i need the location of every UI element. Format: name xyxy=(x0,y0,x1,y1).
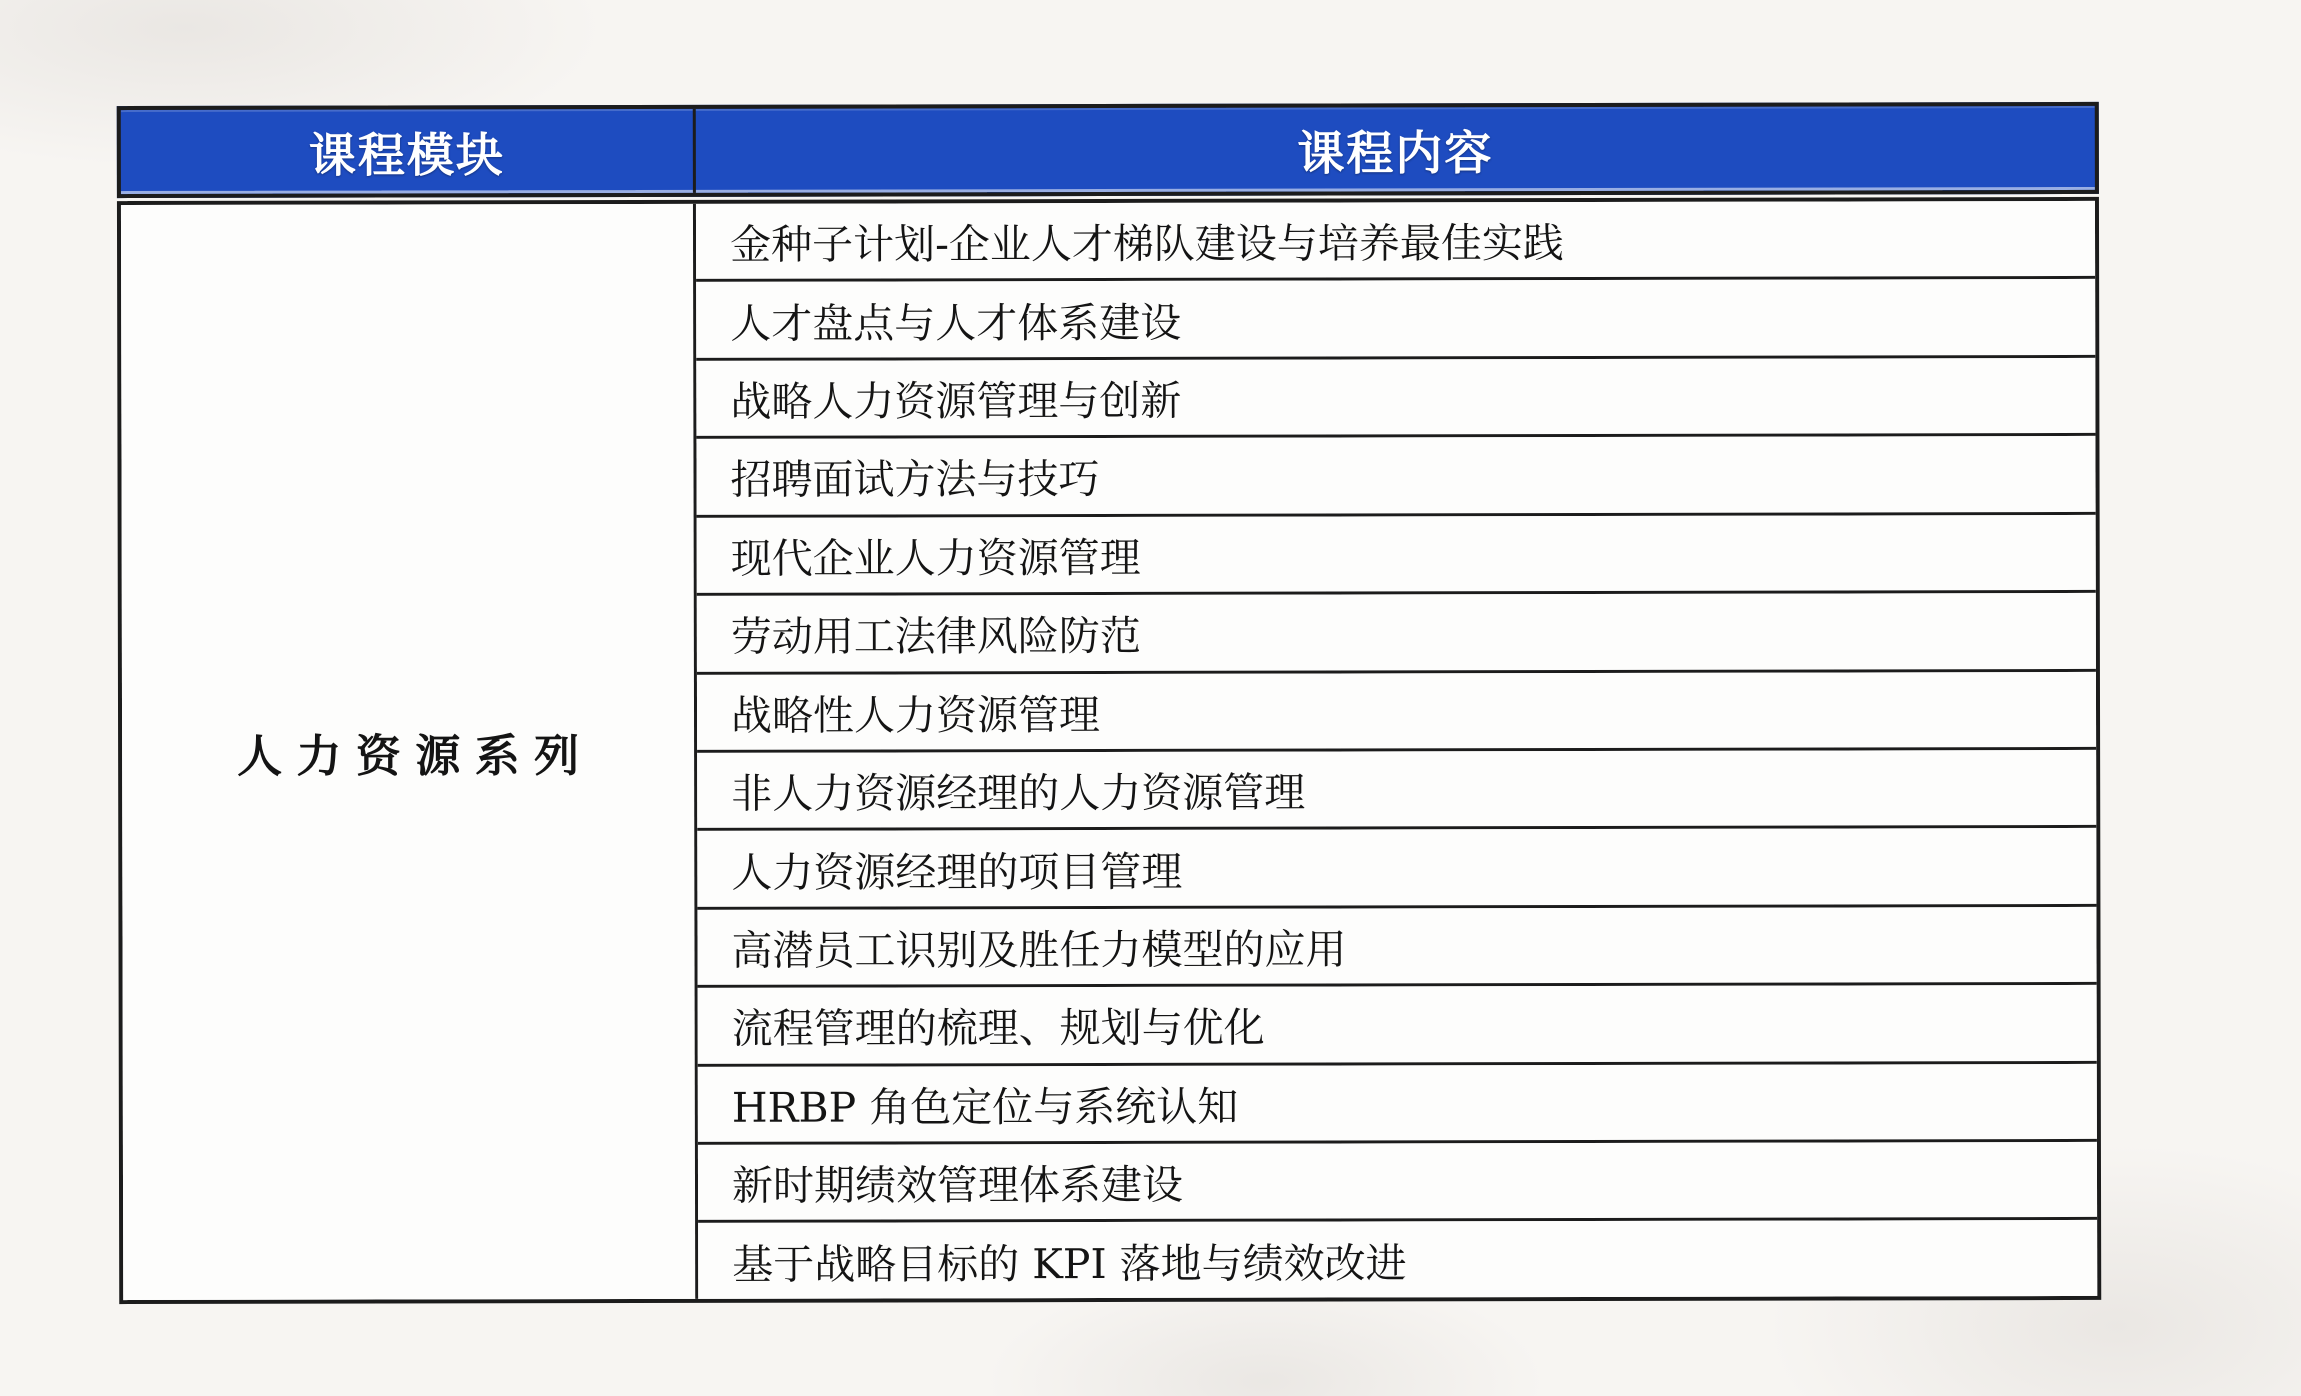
course-row xyxy=(698,985,2097,1066)
course-row xyxy=(697,750,2096,831)
course-title: HRBP 角色定位与系统认知 xyxy=(731,1082,1239,1132)
table-header-row xyxy=(117,102,2099,198)
course-row xyxy=(698,1064,2097,1145)
course-row xyxy=(696,201,2095,282)
course-title: 招聘面试方法与技巧 xyxy=(730,455,1100,505)
course-row xyxy=(696,358,2095,439)
course-title: 人才盘点与人才体系建设 xyxy=(730,298,1182,348)
course-title: 基于战略目标的 KPI 落地与绩效改进 xyxy=(732,1239,1407,1289)
course-title: 流程管理的梳理、规划与优化 xyxy=(731,1004,1265,1054)
course-row xyxy=(696,436,2095,517)
course-row xyxy=(696,279,2095,360)
course-title: 战略性人力资源管理 xyxy=(730,690,1101,740)
course-title: 非人力资源经理的人力资源管理 xyxy=(731,768,1306,818)
header-course-module: 课程模块 xyxy=(121,109,696,194)
course-title: 高潜员工识别及胜任力模型的应用 xyxy=(731,925,1347,975)
course-row xyxy=(698,1142,2097,1223)
course-title: 金种子计划-企业人才梯队建设与培养最佳实践 xyxy=(729,219,1564,269)
course-row xyxy=(697,671,2096,752)
table-body xyxy=(117,197,2101,1304)
module-cell: 人力资源系列 xyxy=(121,204,698,1300)
course-title: 劳动用工法律风险防范 xyxy=(730,612,1141,662)
course-list xyxy=(696,201,2097,1299)
course-title: 人力资源经理的项目管理 xyxy=(731,847,1183,897)
course-row xyxy=(697,907,2096,988)
course-table xyxy=(117,102,2102,1304)
course-title: 新时期绩效管理体系建设 xyxy=(731,1161,1184,1211)
course-row xyxy=(697,828,2096,909)
course-row xyxy=(697,593,2096,674)
course-title: 现代企业人力资源管理 xyxy=(730,533,1141,583)
course-row xyxy=(697,515,2096,596)
header-course-content: 课程内容 xyxy=(1297,125,1494,180)
course-title: 战略人力资源管理与创新 xyxy=(730,376,1182,426)
course-row xyxy=(698,1220,2097,1298)
